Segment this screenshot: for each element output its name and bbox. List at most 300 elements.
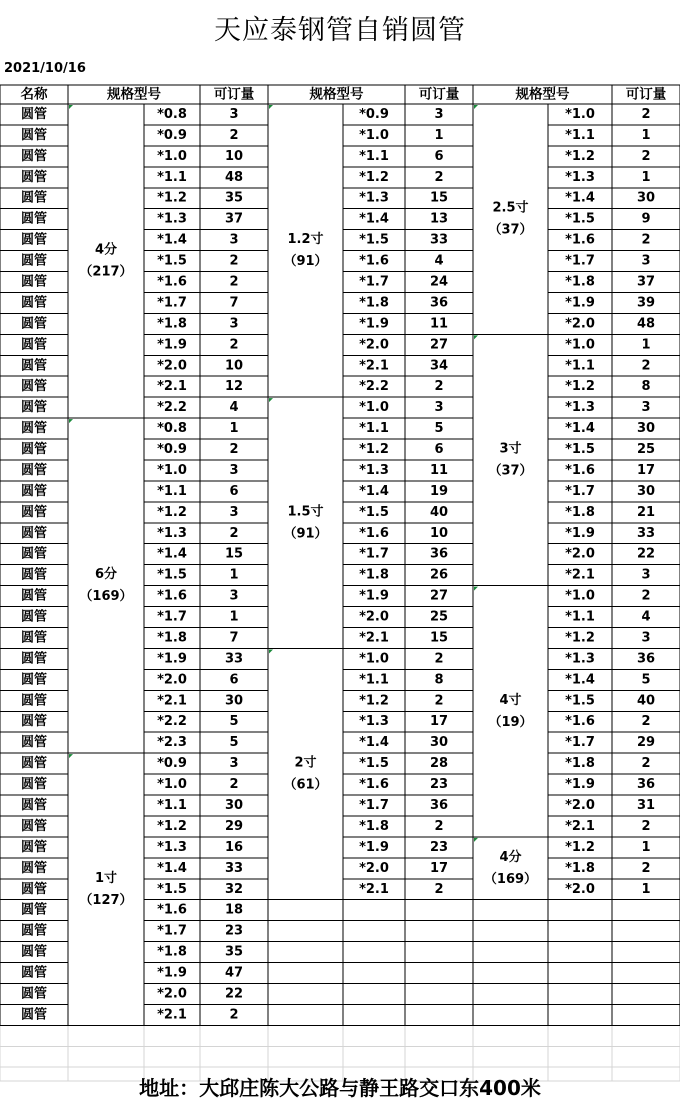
product-name: 圆管: [20, 693, 48, 709]
qty-cell: 1: [641, 127, 651, 143]
product-name: 圆管: [20, 337, 48, 353]
product-name: 圆管: [20, 944, 48, 960]
product-name: 圆管: [20, 169, 48, 185]
qty-cell: 3: [641, 400, 651, 416]
spec-cell: *1.4: [565, 421, 595, 437]
qty-cell: 30: [224, 797, 244, 813]
qty-cell: 5: [229, 735, 239, 751]
qty-cell: 1: [641, 169, 651, 185]
qty-cell: 7: [229, 295, 239, 311]
spec-cell: *1.0: [157, 777, 187, 793]
group-total-label: （91）: [283, 254, 328, 270]
qty-cell: 2: [229, 253, 239, 269]
product-name: 圆管: [20, 714, 48, 730]
qty-cell: 36: [429, 546, 449, 562]
qty-cell: 2: [641, 106, 651, 122]
qty-cell: 2: [229, 127, 239, 143]
qty-cell: 48: [224, 169, 244, 185]
comment-marker-icon: [269, 105, 273, 109]
spec-cell: *2.0: [565, 546, 595, 562]
comment-marker-icon: [474, 587, 478, 591]
spec-cell: *2.2: [359, 379, 389, 395]
qty-cell: 9: [641, 211, 651, 227]
qty-cell: 13: [429, 211, 449, 227]
spec-cell: *1.4: [359, 483, 389, 499]
qty-cell: 25: [429, 609, 449, 625]
spec-cell: *1.5: [157, 881, 187, 897]
qty-cell: 1: [229, 421, 239, 437]
spec-cell: *1.1: [157, 483, 187, 499]
spec-cell: *1.6: [359, 777, 389, 793]
comment-marker-icon: [69, 105, 73, 109]
qty-cell: 1: [641, 881, 651, 897]
qty-cell: 10: [429, 525, 449, 541]
qty-cell: 7: [229, 630, 239, 646]
product-name: 圆管: [20, 777, 48, 793]
spec-cell: *2.0: [157, 358, 187, 374]
qty-cell: 48: [636, 316, 656, 332]
spec-cell: *1.4: [565, 190, 595, 206]
qty-cell: 6: [229, 672, 239, 688]
product-name: 圆管: [20, 756, 48, 772]
qty-cell: 39: [636, 295, 656, 311]
group-size-label: 2.5寸: [492, 200, 529, 216]
qty-cell: 17: [429, 860, 449, 876]
spec-cell: *0.9: [157, 127, 187, 143]
comment-marker-icon: [474, 105, 478, 109]
spec-cell: *1.7: [157, 609, 187, 625]
spec-cell: *1.3: [157, 525, 187, 541]
spec-cell: *1.7: [359, 546, 389, 562]
qty-cell: 2: [229, 442, 239, 458]
qty-cell: 6: [229, 483, 239, 499]
qty-cell: 3: [229, 462, 239, 478]
group-size-label: 4分: [499, 849, 522, 865]
qty-cell: 3: [434, 400, 444, 416]
qty-cell: 3: [229, 756, 239, 772]
qty-cell: 1: [434, 127, 444, 143]
qty-cell: 6: [434, 442, 444, 458]
spec-cell: *1.8: [565, 504, 595, 520]
qty-cell: 37: [636, 274, 656, 290]
spec-cell: *1.6: [359, 525, 389, 541]
qty-cell: 2: [641, 756, 651, 772]
spec-cell: *1.9: [157, 965, 187, 981]
qty-cell: 27: [429, 588, 449, 604]
qty-cell: 36: [429, 295, 449, 311]
spec-cell: *1.9: [359, 839, 389, 855]
table-cells: [21, 86, 667, 1023]
qty-cell: 3: [229, 588, 239, 604]
product-name: 圆管: [20, 797, 48, 813]
qty-cell: 3: [229, 504, 239, 520]
spec-cell: *1.6: [359, 253, 389, 269]
qty-cell: 3: [641, 567, 651, 583]
qty-cell: 11: [429, 462, 449, 478]
qty-cell: 32: [224, 881, 244, 897]
qty-cell: 30: [429, 735, 449, 751]
spec-cell: *1.8: [157, 630, 187, 646]
spec-cell: *2.0: [359, 337, 389, 353]
product-name: 圆管: [20, 672, 48, 688]
qty-cell: 11: [429, 316, 449, 332]
spec-cell: *1.0: [565, 588, 595, 604]
qty-cell: 25: [636, 442, 656, 458]
spec-cell: *1.0: [565, 337, 595, 353]
spec-cell: *1.8: [565, 274, 595, 290]
qty-cell: 3: [641, 253, 651, 269]
spec-cell: *1.1: [359, 421, 389, 437]
group-total-label: （91）: [283, 526, 328, 542]
qty-cell: 33: [224, 651, 244, 667]
qty-cell: 29: [636, 735, 656, 751]
qty-cell: 5: [434, 421, 444, 437]
qty-cell: 1: [229, 609, 239, 625]
qty-cell: 2: [641, 818, 651, 834]
qty-cell: 23: [224, 923, 244, 939]
spec-cell: *1.1: [565, 609, 595, 625]
group-total-label: （127）: [79, 892, 133, 908]
product-name: 圆管: [20, 567, 48, 583]
qty-cell: 1: [229, 567, 239, 583]
qty-cell: 15: [429, 630, 449, 646]
group-size-label: 1.2寸: [287, 232, 324, 248]
spec-cell: *1.6: [157, 902, 187, 918]
qty-cell: 2: [641, 232, 651, 248]
product-name: 圆管: [20, 986, 48, 1002]
qty-cell: 2: [641, 714, 651, 730]
product-name: 圆管: [20, 379, 48, 395]
spec-cell: *1.8: [565, 756, 595, 772]
spec-cell: *1.5: [565, 442, 595, 458]
product-name: 圆管: [20, 860, 48, 876]
spec-cell: *1.0: [359, 651, 389, 667]
comment-marker-icon: [474, 838, 478, 842]
spec-cell: *2.0: [565, 797, 595, 813]
qty-cell: 15: [429, 190, 449, 206]
qty-cell: 2: [434, 651, 444, 667]
qty-cell: 17: [429, 714, 449, 730]
spec-cell: *1.3: [565, 400, 595, 416]
spec-cell: *1.2: [157, 818, 187, 834]
product-name: 圆管: [20, 253, 48, 269]
product-name: 圆管: [20, 839, 48, 855]
qty-cell: 18: [224, 902, 244, 918]
group-total-label: （37）: [488, 463, 533, 479]
spec-cell: *1.9: [359, 588, 389, 604]
header-spec: 规格型号: [107, 86, 161, 103]
qty-cell: 3: [641, 630, 651, 646]
qty-cell: 4: [229, 400, 239, 416]
comment-marker-icon: [69, 754, 73, 758]
spec-cell: *1.4: [359, 735, 389, 751]
qty-cell: 35: [224, 190, 244, 206]
spec-cell: *1.7: [157, 295, 187, 311]
spec-cell: *1.8: [359, 567, 389, 583]
product-name: 圆管: [20, 232, 48, 248]
qty-cell: 37: [224, 211, 244, 227]
group-size-label: 2寸: [294, 755, 317, 771]
spec-cell: *1.4: [157, 860, 187, 876]
product-name: 圆管: [20, 274, 48, 290]
spec-cell: *1.3: [359, 190, 389, 206]
spec-cell: *2.2: [157, 400, 187, 416]
product-name: 圆管: [20, 316, 48, 332]
spec-cell: *0.8: [157, 106, 187, 122]
spec-cell: *1.9: [157, 337, 187, 353]
qty-cell: 8: [641, 379, 651, 395]
spec-cell: *0.9: [157, 442, 187, 458]
header-qty: 可订量: [213, 86, 255, 103]
spec-cell: *1.2: [157, 504, 187, 520]
spec-cell: *1.1: [157, 797, 187, 813]
spec-cell: *1.9: [565, 777, 595, 793]
spec-cell: *1.8: [157, 316, 187, 332]
qty-cell: 16: [224, 839, 244, 855]
qty-cell: 24: [429, 274, 449, 290]
qty-cell: 2: [434, 818, 444, 834]
spec-cell: *1.5: [565, 211, 595, 227]
comment-marker-icon: [269, 649, 273, 653]
spec-cell: *2.1: [359, 881, 389, 897]
group-size-label: 3寸: [499, 441, 522, 457]
spec-cell: *1.8: [359, 818, 389, 834]
qty-cell: 2: [229, 525, 239, 541]
product-name: 圆管: [20, 735, 48, 751]
qty-cell: 29: [224, 818, 244, 834]
qty-cell: 19: [429, 483, 449, 499]
qty-cell: 40: [429, 504, 449, 520]
qty-cell: 33: [224, 860, 244, 876]
product-name: 圆管: [20, 630, 48, 646]
group-size-label: 6分: [94, 567, 118, 583]
qty-cell: 2: [229, 274, 239, 290]
group-total-label: （169）: [79, 589, 133, 605]
spec-cell: *2.0: [157, 986, 187, 1002]
spec-cell: *1.7: [565, 253, 595, 269]
spec-cell: *1.6: [157, 588, 187, 604]
spec-cell: *1.7: [157, 923, 187, 939]
group-total-label: （37）: [488, 222, 533, 238]
product-name: 圆管: [20, 1007, 48, 1023]
product-name: 圆管: [20, 546, 48, 562]
product-name: 圆管: [20, 504, 48, 520]
product-name: 圆管: [20, 651, 48, 667]
header-name: 名称: [20, 86, 48, 103]
spec-cell: *2.1: [157, 1007, 187, 1023]
spec-cell: *1.1: [157, 169, 187, 185]
spec-cell: *0.9: [359, 106, 389, 122]
spec-cell: *1.0: [565, 106, 595, 122]
spec-cell: *1.9: [565, 295, 595, 311]
product-name: 圆管: [20, 462, 48, 478]
qty-cell: 31: [636, 797, 656, 813]
qty-cell: 23: [429, 777, 449, 793]
qty-cell: 2: [641, 588, 651, 604]
product-name: 圆管: [20, 190, 48, 206]
qty-cell: 2: [434, 379, 444, 395]
spec-cell: *2.0: [565, 881, 595, 897]
spec-cell: *1.9: [157, 651, 187, 667]
qty-cell: 2: [434, 169, 444, 185]
qty-cell: 4: [641, 609, 651, 625]
page-title: 天应泰钢管自销圆管: [214, 15, 466, 46]
report-date: 2021/10/16: [4, 61, 86, 76]
spec-cell: *2.2: [157, 714, 187, 730]
spec-cell: *2.0: [565, 316, 595, 332]
spec-cell: *1.1: [565, 127, 595, 143]
spec-cell: *1.3: [565, 651, 595, 667]
product-name: 圆管: [20, 818, 48, 834]
qty-cell: 22: [224, 986, 244, 1002]
spec-cell: *1.0: [359, 400, 389, 416]
spec-cell: *1.5: [359, 756, 389, 772]
spec-cell: *1.8: [359, 295, 389, 311]
spec-cell: *1.3: [157, 839, 187, 855]
qty-cell: 28: [429, 756, 449, 772]
qty-cell: 8: [434, 672, 444, 688]
qty-cell: 36: [636, 651, 656, 667]
spec-cell: *1.6: [157, 274, 187, 290]
spec-cell: *1.6: [565, 232, 595, 248]
product-name: 圆管: [20, 127, 48, 143]
group-total-label: （61）: [283, 777, 328, 793]
product-name: 圆管: [20, 358, 48, 374]
product-name: 圆管: [20, 442, 48, 458]
qty-cell: 33: [429, 232, 449, 248]
qty-cell: 10: [224, 148, 244, 164]
address-line: 地址：大邱庄陈大公路与静王路交口东400米: [139, 1076, 541, 1100]
product-name: 圆管: [20, 148, 48, 164]
spec-cell: *1.1: [359, 672, 389, 688]
group-total-label: （169）: [483, 871, 538, 887]
qty-cell: 21: [636, 504, 656, 520]
spec-cell: *1.5: [359, 232, 389, 248]
qty-cell: 6: [434, 148, 444, 164]
spec-cell: *2.0: [359, 609, 389, 625]
product-name: 圆管: [20, 609, 48, 625]
qty-cell: 30: [636, 421, 656, 437]
qty-cell: 2: [641, 860, 651, 876]
qty-cell: 12: [224, 379, 244, 395]
product-name: 圆管: [20, 400, 48, 416]
spec-cell: *1.8: [157, 944, 187, 960]
qty-cell: 15: [224, 546, 244, 562]
qty-cell: 27: [429, 337, 449, 353]
header-qty: 可订量: [418, 86, 460, 103]
product-name: 圆管: [20, 295, 48, 311]
qty-cell: 30: [636, 190, 656, 206]
qty-cell: 30: [224, 693, 244, 709]
qty-cell: 47: [224, 965, 244, 981]
spec-cell: *1.2: [359, 169, 389, 185]
spec-cell: *1.5: [359, 504, 389, 520]
spec-cell: *0.9: [157, 756, 187, 772]
qty-cell: 2: [229, 1007, 239, 1023]
product-name: 圆管: [20, 525, 48, 541]
product-name: 圆管: [20, 483, 48, 499]
qty-cell: 3: [229, 316, 239, 332]
spec-cell: *2.1: [565, 818, 595, 834]
qty-cell: 2: [641, 148, 651, 164]
qty-cell: 10: [224, 358, 244, 374]
spec-cell: *2.1: [565, 567, 595, 583]
qty-cell: 30: [636, 483, 656, 499]
qty-cell: 3: [229, 106, 239, 122]
spec-cell: *1.5: [157, 567, 187, 583]
spec-cell: *1.2: [359, 442, 389, 458]
qty-cell: 36: [636, 777, 656, 793]
qty-cell: 36: [429, 797, 449, 813]
header-qty: 可订量: [625, 86, 667, 103]
product-name: 圆管: [20, 588, 48, 604]
spec-cell: *2.1: [157, 379, 187, 395]
spec-cell: *1.2: [565, 148, 595, 164]
qty-cell: 5: [641, 672, 651, 688]
spec-cell: *1.2: [157, 190, 187, 206]
product-name: 圆管: [20, 421, 48, 437]
comment-marker-icon: [269, 398, 273, 402]
qty-cell: 2: [229, 777, 239, 793]
spec-cell: *1.3: [157, 211, 187, 227]
group-size-label: 4分: [94, 242, 118, 258]
spec-cell: *1.7: [359, 797, 389, 813]
qty-cell: 2: [434, 693, 444, 709]
spec-cell: *1.0: [157, 148, 187, 164]
qty-cell: 33: [636, 525, 656, 541]
spec-cell: *0.8: [157, 421, 187, 437]
spec-cell: *1.4: [565, 672, 595, 688]
spec-cell: *1.4: [157, 232, 187, 248]
qty-cell: 34: [429, 358, 449, 374]
spec-cell: *1.5: [157, 253, 187, 269]
qty-cell: 2: [229, 337, 239, 353]
spec-cell: *1.6: [565, 462, 595, 478]
group-size-label: 1寸: [94, 870, 118, 886]
spec-cell: *1.4: [157, 546, 187, 562]
qty-cell: 4: [434, 253, 444, 269]
spec-cell: *1.3: [359, 462, 389, 478]
qty-cell: 2: [434, 881, 444, 897]
spec-cell: *2.1: [359, 358, 389, 374]
product-name: 圆管: [20, 106, 48, 122]
spec-cell: *2.0: [359, 860, 389, 876]
group-total-label: （217）: [79, 264, 133, 280]
product-name: 圆管: [20, 881, 48, 897]
spec-cell: *1.7: [565, 735, 595, 751]
spec-cell: *1.6: [565, 714, 595, 730]
spec-cell: *1.4: [359, 211, 389, 227]
qty-cell: 23: [429, 839, 449, 855]
qty-cell: 40: [636, 693, 656, 709]
comment-marker-icon: [69, 419, 73, 423]
spec-cell: *1.3: [565, 169, 595, 185]
spec-cell: *2.0: [157, 672, 187, 688]
spec-cell: *2.1: [157, 693, 187, 709]
spec-cell: *1.1: [359, 148, 389, 164]
spec-cell: *1.9: [565, 525, 595, 541]
qty-cell: 3: [229, 232, 239, 248]
spec-cell: *1.7: [359, 274, 389, 290]
qty-cell: 35: [224, 944, 244, 960]
spec-cell: *1.1: [565, 358, 595, 374]
spec-cell: *1.0: [157, 462, 187, 478]
spec-cell: *2.3: [157, 735, 187, 751]
qty-cell: 17: [636, 462, 656, 478]
group-size-label: 1.5寸: [287, 504, 324, 520]
comment-marker-icon: [474, 335, 478, 339]
qty-cell: 5: [229, 714, 239, 730]
